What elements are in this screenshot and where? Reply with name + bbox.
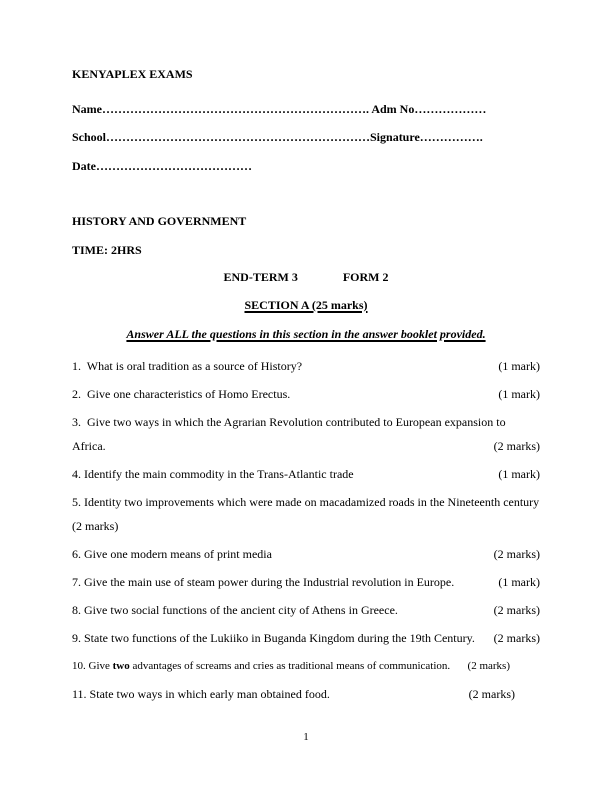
- question-line: [72, 434, 540, 458]
- question-marks: (1 mark): [498, 467, 540, 481]
- question: [72, 490, 540, 538]
- question-text: (2 marks): [72, 519, 119, 533]
- question-marks: (2 marks): [468, 687, 515, 701]
- question: [72, 410, 540, 458]
- question-line: [72, 682, 540, 706]
- question-line: [72, 490, 540, 514]
- page-number: 1: [303, 731, 309, 743]
- question-text: 7. Give the main use of steam power during the Industrial revolution in Europe.: [72, 575, 455, 589]
- question-text: 11. State two ways in which early man obtained food.: [72, 687, 330, 701]
- question-marks: (2 marks): [467, 660, 510, 672]
- date-line: Date…………………………………: [72, 159, 252, 173]
- name-admno-line: Name…………………………………………………………. Adm No………………: [72, 102, 487, 116]
- question-text: Africa.: [72, 439, 106, 453]
- question-text: 5. Identity two improvements which were made on macadamized roads in the Nineteenth century: [72, 495, 540, 509]
- section-heading-line: [72, 297, 540, 313]
- question-text: 1. What is oral tradition as a source of History?: [72, 359, 303, 373]
- question-line: [72, 626, 540, 650]
- question-line: [72, 514, 540, 538]
- question-text: 3. Give two ways in which the Agrarian Revolution contributed to European expansion to: [72, 415, 506, 429]
- questions-list: [72, 354, 540, 706]
- exam-board-title: KENYAPLEX EXAMS: [72, 67, 193, 81]
- question-line: [72, 570, 540, 594]
- question-line: [72, 542, 540, 566]
- section-heading: SECTION A (25 marks): [244, 298, 368, 312]
- question-text: 2. Give one characteristics of Homo Erectus.: [72, 387, 291, 401]
- instructions-text: Answer ALL the questions in this section in the answer booklet provided.: [126, 327, 486, 341]
- school-signature-line: School…………………………………………………………Signature…………….: [72, 130, 483, 144]
- question-marks: (1 mark): [498, 359, 540, 373]
- question-line: [72, 410, 540, 434]
- question-line: [72, 654, 540, 678]
- term-form-line: [72, 269, 540, 285]
- question-line: [72, 354, 540, 378]
- question-marks: (1 mark): [498, 575, 540, 589]
- question-text: 4. Identify the main commodity in the Trans-Atlantic trade: [72, 467, 354, 481]
- question-text: 6. Give one modern means of print media: [72, 547, 272, 561]
- question: [72, 570, 540, 594]
- question-text: 8. Give two social functions of the ancient city of Athens in Greece.: [72, 603, 398, 617]
- question: [72, 598, 540, 622]
- question-text: 9. State two functions of the Lukiiko in Buganda Kingdom during the 19th Century.: [72, 631, 475, 645]
- question: [72, 654, 540, 678]
- question-line: [72, 598, 540, 622]
- question-marks: (2 marks): [493, 547, 540, 561]
- time-allocation: TIME: 2HRS: [72, 243, 142, 257]
- question-marks: (1 mark): [498, 387, 540, 401]
- term-label: END-TERM 3: [223, 270, 298, 284]
- question: [72, 682, 540, 706]
- instructions-line: [72, 326, 540, 342]
- question-line: [72, 462, 540, 486]
- form-label: FORM 2: [342, 270, 389, 284]
- question-marks: (2 marks): [493, 603, 540, 617]
- question-marks: (2 marks): [493, 631, 540, 645]
- question: [72, 382, 540, 406]
- subject-title: HISTORY AND GOVERNMENT: [72, 214, 247, 228]
- question: [72, 542, 540, 566]
- question: [72, 626, 540, 650]
- question-line: [72, 382, 540, 406]
- question-text: 10. Give two advantages of screams and cries as traditional means of communication.: [72, 660, 451, 672]
- question-marks: (2 marks): [493, 439, 540, 453]
- question: [72, 354, 540, 378]
- question: [72, 462, 540, 486]
